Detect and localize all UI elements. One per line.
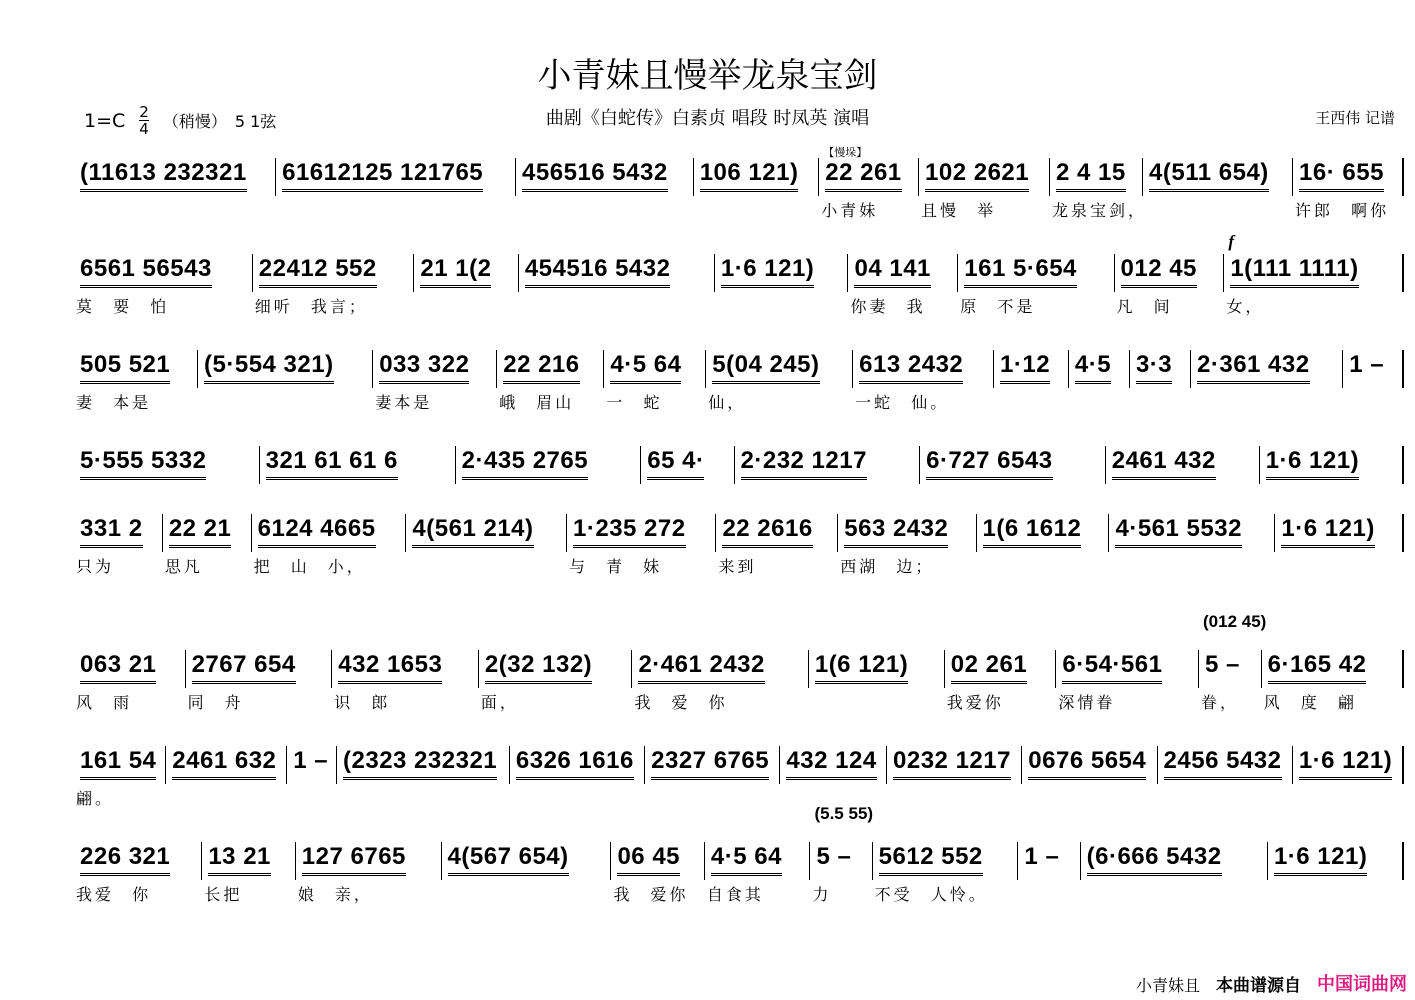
measure-notes: 1·6 121) [1281, 514, 1374, 548]
measure-notes: 1(111 1111) [1230, 254, 1358, 288]
time-bottom: 4 [139, 120, 149, 138]
lyric-text: 且慢 举 [921, 201, 997, 220]
measure [1050, 158, 1147, 220]
time-top: 2 [139, 103, 149, 121]
measure [1224, 232, 1404, 316]
measure [1115, 254, 1225, 316]
measure [406, 514, 567, 552]
measure [716, 514, 838, 576]
measure-notes: 6·727 6543 [926, 446, 1052, 480]
lyric-text: 思凡 [164, 557, 203, 576]
measure [74, 842, 202, 904]
measure-notes: 6·165 42 [1268, 650, 1367, 684]
measure [1260, 446, 1404, 484]
measure-notes: 563 2432 [844, 514, 948, 548]
measure [74, 514, 163, 576]
measure-notes: 102 2621 [925, 158, 1029, 192]
measure [567, 514, 716, 576]
measure [74, 446, 260, 484]
measure-notes: 5(04 245) [712, 350, 819, 384]
measure-notes: 2 4 15 [1056, 158, 1126, 192]
measure [260, 446, 456, 484]
score-line [74, 232, 1404, 316]
score-line [74, 804, 1404, 904]
measure-notes: 4·5 64 [610, 350, 681, 384]
measure-notes: 1·12 [1000, 350, 1050, 384]
measure-notes: 22 216 [503, 350, 579, 384]
lyric-text: 风 度 翩 [1263, 693, 1357, 712]
measure-annotation: f [1228, 232, 1234, 251]
measure [74, 650, 186, 712]
measure [1343, 350, 1404, 388]
measure-notes: 063 21 [80, 650, 156, 684]
lyric-text: 长把 [204, 885, 243, 904]
measure-notes: 04 141 [854, 254, 930, 288]
measure-notes: 432 1653 [338, 650, 442, 684]
measure [809, 650, 945, 688]
lyric-text: 面， [480, 693, 519, 712]
footer-brand-link[interactable]: 中国词曲网 [1317, 974, 1407, 995]
measure-notes: 1 – [293, 747, 329, 774]
measure-notes: 1·6 121) [721, 254, 814, 288]
lyric-text: 同 舟 [187, 693, 244, 712]
measure-notes: 226 321 [80, 842, 170, 876]
measure [641, 446, 734, 484]
measure [694, 158, 820, 196]
measure [735, 446, 921, 484]
measure-notes: 331 2 [80, 514, 143, 548]
measure-notes: 21 1(2 [420, 254, 491, 288]
measure-notes: 4(561 214) [412, 514, 533, 548]
measure-notes: 1 – [1349, 351, 1385, 378]
measure [296, 842, 442, 904]
measure-notes: (2323 232321 [343, 746, 497, 780]
measure [287, 746, 337, 784]
measure [1109, 514, 1275, 552]
measure [1081, 842, 1268, 880]
lyric-text: 我 爱 你 [634, 693, 728, 712]
measure [887, 746, 1022, 784]
score-line [74, 350, 1404, 412]
measure [414, 254, 518, 292]
measure-annotation: 【慢垛】 [823, 147, 868, 159]
measure-notes: 4·5 [1075, 350, 1111, 384]
measure [945, 650, 1057, 712]
lyric-text: 我爱 你 [76, 885, 152, 904]
lyric-text: 深情眷 [1058, 693, 1116, 712]
measure-notes: 2·461 2432 [638, 650, 764, 684]
measure-notes: 613 2432 [859, 350, 963, 384]
lyric-text: 西湖 边； [840, 557, 935, 576]
measure [253, 254, 415, 316]
measure [479, 650, 633, 712]
lyric-text: 许郎 啊你 [1295, 201, 1390, 220]
measure [519, 254, 715, 292]
measure [919, 158, 1050, 220]
lyric-text: 识 郎 [334, 693, 391, 712]
measure-notes: 4(511 654) [1149, 158, 1269, 192]
measure [810, 804, 874, 904]
measure [198, 350, 373, 388]
measure [332, 650, 479, 712]
measure-notes: 5 – [1205, 651, 1240, 678]
measure [977, 514, 1110, 552]
measure [163, 514, 252, 576]
measure-notes: 22412 552 [259, 254, 377, 288]
measure [202, 842, 295, 904]
measure [780, 746, 887, 784]
measure-notes: 06 45 [617, 842, 680, 876]
measure-notes: 1·6 121) [1299, 746, 1392, 780]
measure-notes: 0232 1217 [893, 746, 1011, 780]
measure [337, 746, 510, 784]
lyric-text: 我爱你 [946, 693, 1004, 712]
measure-notes: 033 322 [379, 350, 469, 384]
measure-notes: 2456 5432 [1164, 746, 1282, 780]
lyric-text: 细听 我言； [254, 297, 368, 316]
measure-notes: 2767 654 [192, 650, 296, 684]
measure-notes: 6·54·561 [1062, 650, 1162, 684]
measure-notes: 456516 5432 [522, 158, 668, 192]
measure [497, 350, 604, 412]
measure-notes: 65 4· [647, 446, 704, 480]
measure [853, 350, 994, 412]
measure-notes: 61612125 121765 [282, 158, 483, 192]
measure-notes: 22 2616 [722, 514, 812, 548]
score-line [74, 612, 1404, 712]
measure [373, 350, 497, 412]
measure-notes: 6561 56543 [80, 254, 212, 288]
score-line [74, 746, 1404, 808]
measure-notes: 2461 632 [172, 746, 276, 780]
measure [1018, 842, 1080, 880]
measure [1022, 746, 1157, 784]
recorder-credit: 王西伟 记谱 [1315, 109, 1395, 127]
measure [74, 746, 166, 808]
key-label: 1=C [84, 109, 126, 132]
measure [873, 842, 1019, 904]
measure-notes: 1·6 121) [1266, 446, 1359, 480]
measure [958, 254, 1114, 316]
measure [74, 350, 198, 412]
measure-notes: 1·235 272 [573, 514, 686, 548]
measure-notes: 4(567 654) [448, 842, 569, 876]
measure-notes: 6124 4665 [258, 514, 376, 548]
measure [510, 746, 645, 784]
measure-notes: 1 – [1024, 843, 1060, 870]
measure-notes: 2·232 1217 [741, 446, 867, 480]
measure [706, 350, 853, 412]
measure [1069, 350, 1130, 388]
measure-notes: (6·666 5432 [1087, 842, 1222, 876]
measure [838, 514, 976, 576]
measure-notes: 2·361 432 [1197, 350, 1310, 384]
measure-notes: 5·555 5332 [80, 446, 206, 480]
measure [1106, 446, 1260, 484]
measure [604, 350, 706, 412]
measure-notes: 0676 5654 [1028, 746, 1146, 780]
measure-notes: 1(6 1612 [983, 514, 1082, 548]
lyric-text: 娘 亲， [297, 885, 373, 904]
measure-notes: 5612 552 [879, 842, 983, 876]
lyric-text: 力 [812, 885, 832, 904]
measure [632, 650, 808, 712]
lyric-text: 一 蛇 [606, 393, 663, 412]
measure-notes: (11613 232321 [80, 158, 247, 192]
score-line [74, 514, 1404, 576]
lyric-text: 眷， [1201, 693, 1240, 712]
lyric-text: 只为 [76, 557, 115, 576]
measure [186, 650, 333, 712]
measure-notes: 454516 5432 [525, 254, 671, 288]
measure-notes: 432 124 [786, 746, 876, 780]
measure [1130, 350, 1191, 388]
measure [456, 446, 642, 484]
measure [1199, 612, 1267, 712]
lyric-text: 不受 人怜。 [874, 885, 988, 904]
measure-notes: 4·5 64 [711, 842, 782, 876]
measure [1158, 746, 1293, 784]
score-title: 小青妹且慢举龙泉宝剑 [537, 56, 878, 96]
measure-notes: 012 45 [1121, 254, 1197, 288]
measure [516, 158, 694, 196]
measure-notes: 22 261 [825, 158, 901, 192]
measure [1293, 158, 1404, 220]
lyric-text: 峨 眉山 [499, 393, 575, 412]
measure [994, 350, 1069, 388]
measure [920, 446, 1106, 484]
lyric-text: 自食其 [706, 885, 764, 904]
lyric-text: 女， [1226, 297, 1265, 316]
measure [1268, 842, 1404, 880]
measure [166, 746, 287, 784]
measure-notes: 161 54 [80, 746, 156, 780]
measure [1191, 350, 1343, 388]
lyric-text: 与 青 妹 [569, 557, 663, 576]
measure [442, 842, 612, 880]
measure-notes: 5 – [816, 843, 852, 870]
measure-notes: 4·561 5532 [1115, 514, 1241, 548]
score-line [74, 147, 1404, 220]
measure [1262, 650, 1404, 712]
measure-notes: 106 121) [700, 158, 799, 192]
lyric-text: 你妻 我 [850, 297, 926, 316]
measure-annotation: (012 45) [1203, 612, 1267, 631]
measure [705, 842, 811, 904]
score-line [74, 446, 1404, 484]
lyric-text: 风 雨 [76, 693, 133, 712]
measure [645, 746, 780, 784]
measure-notes: 3·3 [1136, 350, 1172, 384]
measure-notes: 6326 1616 [516, 746, 634, 780]
measure-notes: 16· 655 [1299, 158, 1384, 192]
measure-notes: 2461 432 [1112, 446, 1216, 480]
footer-source: 本曲谱源自 [1216, 976, 1301, 996]
measure-annotation: (5.5 55) [814, 804, 874, 823]
measure [276, 158, 516, 196]
lyric-text: 一蛇 仙。 [855, 393, 950, 412]
lyric-text: 来到 [718, 557, 757, 576]
measure [819, 147, 919, 220]
measure-notes: 1·6 121) [1274, 842, 1367, 876]
subtitle: 曲剧《白蛇传》白素贞 唱段 时凤英 演唱 [545, 108, 870, 129]
footer-title: 小青妹且 [1135, 976, 1200, 995]
lyric-text: 凡 间 [1116, 297, 1173, 316]
measure-notes: 321 61 61 6 [266, 446, 398, 480]
lyric-text: 妻本是 [375, 393, 433, 412]
measure-notes: 13 21 [208, 842, 271, 876]
lyric-text: 翩。 [76, 789, 115, 808]
measure [74, 158, 276, 196]
measure [1293, 746, 1404, 784]
footer [1136, 970, 1407, 996]
measure-notes: 505 521 [80, 350, 170, 384]
measure [715, 254, 849, 292]
lyric-text: 龙泉宝剑， [1051, 201, 1147, 220]
measure-notes: (5·554 321) [204, 350, 334, 384]
measure-notes: 02 261 [951, 650, 1027, 684]
tuning: 5 1弦 [234, 112, 277, 131]
tempo-marking: （稍慢） [162, 112, 227, 131]
measure-notes: 127 6765 [302, 842, 406, 876]
lyric-text: 把 山 小， [253, 557, 366, 576]
lyric-text: 小青妹 [821, 201, 879, 220]
measure [1275, 514, 1404, 552]
measure [1056, 650, 1199, 712]
measure-notes: 1(6 121) [815, 650, 908, 684]
lyric-text: 莫 要 怕 [76, 297, 170, 316]
measure [252, 514, 407, 576]
lyric-text: 我 爱你 [613, 885, 689, 904]
measure [848, 254, 958, 316]
lyric-text: 妻 本是 [76, 393, 152, 412]
measure [1143, 158, 1293, 196]
measure-notes: 2·435 2765 [462, 446, 588, 480]
lyric-text: 仙， [708, 393, 747, 412]
lyric-text: 原 不是 [960, 297, 1036, 316]
measure-notes: 22 21 [169, 514, 232, 548]
measure [74, 254, 253, 316]
measure-notes: 2327 6765 [651, 746, 769, 780]
measure-notes: 161 5·654 [964, 254, 1077, 288]
measure-notes: 2(32 132) [485, 650, 592, 684]
measure [611, 842, 704, 904]
